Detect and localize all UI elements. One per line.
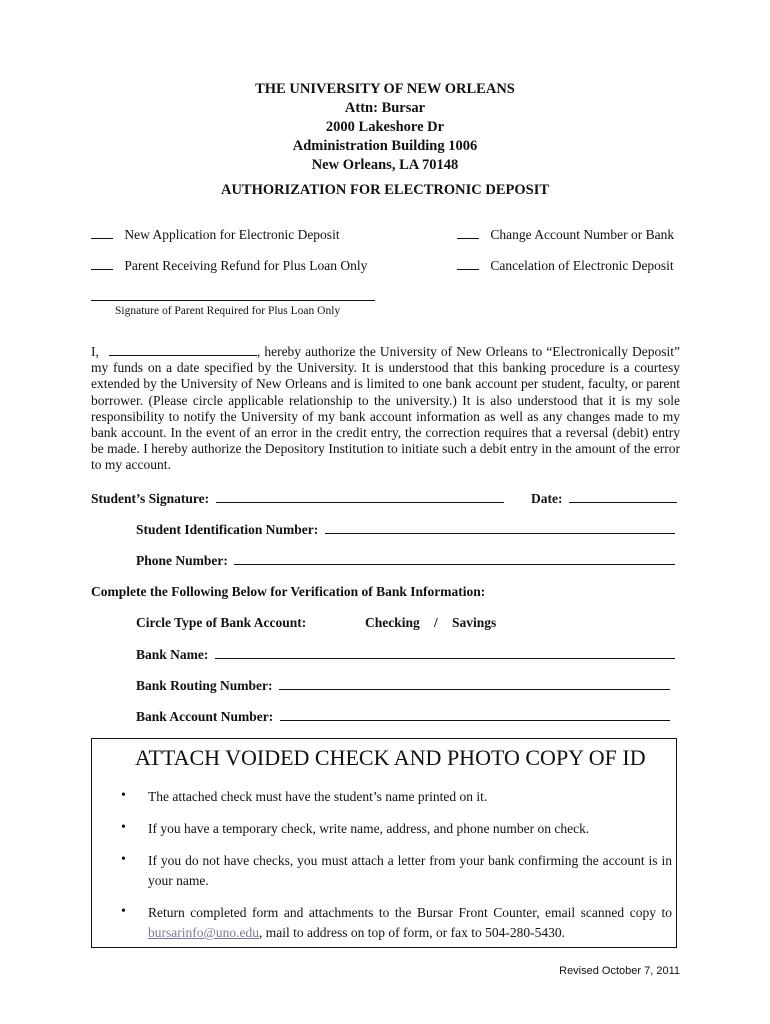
authorization-paragraph xyxy=(91,343,680,474)
student-id-line[interactable] xyxy=(325,521,675,534)
student-signature-field[interactable] xyxy=(91,490,504,507)
student-id-label: Student Identification Number: xyxy=(136,522,319,537)
routing-number-label: Bank Routing Number: xyxy=(136,678,273,693)
bullet-icon: • xyxy=(121,820,126,835)
city-state-zip: New Orleans, LA 70148 xyxy=(311,157,459,173)
savings-option[interactable]: Savings xyxy=(452,615,497,630)
option-label: Cancelation of Electronic Deposit xyxy=(490,258,674,273)
option-checkbox-line[interactable] xyxy=(457,257,479,270)
authorization-prefix: I, xyxy=(91,344,99,359)
account-number-line[interactable] xyxy=(280,708,670,721)
instruction-item xyxy=(148,903,672,943)
bursar-email-link[interactable]: bursarinfo@uno.edu xyxy=(148,925,260,940)
option-label: New Application for Electronic Deposit xyxy=(124,227,340,242)
name-blank-line[interactable] xyxy=(109,343,257,356)
checking-option[interactable]: Checking xyxy=(365,615,420,630)
attach-box-title: ATTACH VOIDED CHECK AND PHOTO COPY OF ID xyxy=(135,745,646,770)
instruction-item: If you have a temporary check, write name, address, and phone number on check. xyxy=(148,821,590,836)
option-parent-refund[interactable] xyxy=(91,257,367,274)
routing-number-line[interactable] xyxy=(279,677,670,690)
option-label: Change Account Number or Bank xyxy=(490,227,675,242)
bullet-icon: • xyxy=(121,788,126,803)
student-signature-line[interactable] xyxy=(216,490,504,503)
option-label: Parent Receiving Refund for Plus Loan Only xyxy=(124,258,368,273)
instruction-item: If you do not have checks, you must attach a letter from your bank confirming the account is in your name. xyxy=(148,853,672,888)
phone-label: Phone Number: xyxy=(136,553,228,568)
date-line[interactable] xyxy=(569,490,677,503)
option-change-account[interactable] xyxy=(457,226,674,243)
parent-signature-line[interactable] xyxy=(91,300,375,301)
attention-line: Attn: Bursar xyxy=(344,100,426,116)
bank-name-field[interactable] xyxy=(136,646,675,663)
student-id-field[interactable] xyxy=(136,521,675,538)
authorization-text: , hereby authorize the University of New Orleans to “Electronically Deposit” my funds on a date specified by the University. It is understood that this banking procedure is a courtesy extended by the University of New Orleans and is limited to one bank account per student, faculty, or parent borrower. (Please circle applicable relationship to the university.) It is also understood that it is my sole responsibility to notify the University of my bank account information as well as any changes made to my bank account. In the event of an error in the credit entry, the correction requires that a reversal (debit) entry be made. I hereby authorize the Depository Institution to initiate such a debit entry in the amount of the error to my account. xyxy=(91,344,681,473)
option-checkbox-line[interactable] xyxy=(91,226,113,239)
bullet-icon: • xyxy=(121,852,126,867)
bullet-icon: • xyxy=(121,904,126,919)
account-type-separator: / xyxy=(434,615,438,630)
street-address: 2000 Lakeshore Dr xyxy=(325,119,445,135)
student-signature-label: Student’s Signature: xyxy=(91,491,210,506)
university-name: THE UNIVERSITY OF NEW ORLEANS xyxy=(255,81,515,97)
option-cancelation[interactable] xyxy=(457,257,674,274)
option-new-application[interactable] xyxy=(91,226,340,243)
phone-line[interactable] xyxy=(234,552,675,565)
account-type-label: Circle Type of Bank Account: xyxy=(136,615,307,630)
bank-name-label: Bank Name: xyxy=(136,647,209,662)
instruction-text: Return completed form and attachments to the Bursar Front Counter, email scanned copy to xyxy=(148,905,672,920)
account-number-field[interactable] xyxy=(136,708,670,725)
option-checkbox-line[interactable] xyxy=(457,226,479,239)
phone-field[interactable] xyxy=(136,552,675,569)
date-field[interactable] xyxy=(531,490,677,507)
building-address: Administration Building 1006 xyxy=(292,138,478,154)
date-label: Date: xyxy=(531,491,563,506)
revision-date: Revised October 7, 2011 xyxy=(559,965,680,977)
bank-name-line[interactable] xyxy=(215,646,675,659)
option-checkbox-line[interactable] xyxy=(91,257,113,270)
form-title: AUTHORIZATION FOR ELECTRONIC DEPOSIT xyxy=(220,182,550,198)
account-number-label: Bank Account Number: xyxy=(136,709,274,724)
instruction-text-tail: , mail to address on top of form, or fax to 504-280-5430. xyxy=(259,925,565,940)
verification-heading: Complete the Following Below for Verification of Bank Information: xyxy=(91,584,486,599)
university-address-block xyxy=(0,80,770,175)
parent-signature-caption: Signature of Parent Required for Plus Loan Only xyxy=(115,305,341,317)
routing-number-field[interactable] xyxy=(136,677,670,694)
instruction-item: The attached check must have the student’s name printed on it. xyxy=(148,789,488,804)
